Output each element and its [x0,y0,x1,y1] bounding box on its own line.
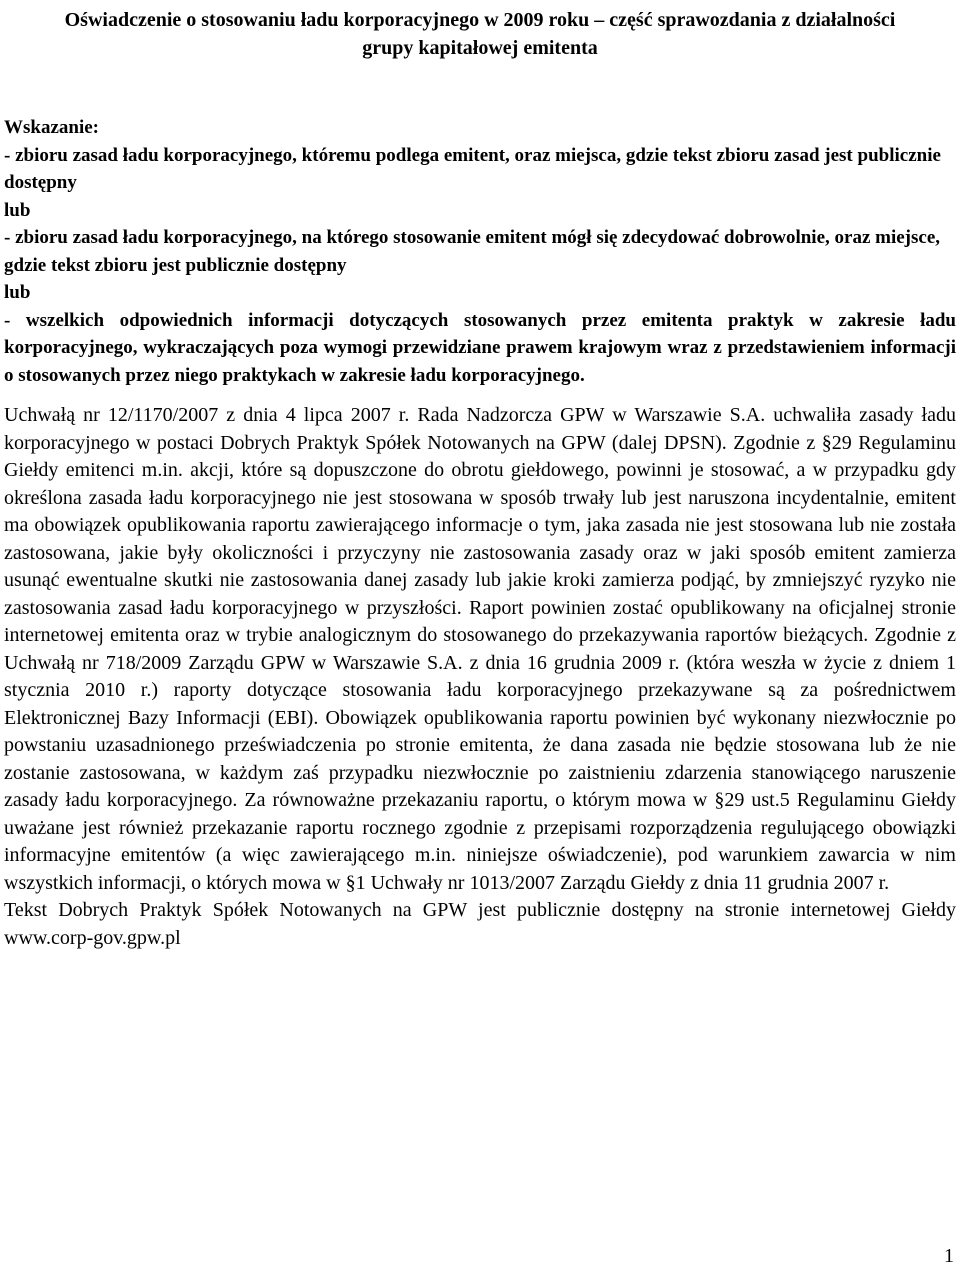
document-title: Oświadczenie o stosowaniu ładu korporacyjnego w 2009 roku – część sprawozdania z działalności grupy kapitałowej emitenta [64,9,896,59]
wskazanie-item-3: - wszelkich odpowiednich informacji dotyczących stosowanych przez emitenta praktyk w zakresie ładu korporacyjnego, wykraczających poza wymogi przewidziane prawem krajowym wraz z przedstawieniem informacji o stosowanych przez niego praktykach w zakresie ładu korporacyjnego. [4,309,956,386]
page-number: 1 [944,1245,954,1267]
paragraph-main: Uchwałą nr 12/1170/2007 z dnia 4 lipca 2007 r. Rada Nadzorcza GPW w Warszawie S.A. uchwaliła zasady ładu korporacyjnego w postaci Dobrych Praktyk Spółek Notowanych na GPW (dalej DPSN). Zgodnie z §29 Regulaminu Giełdy emitenci m.in. akcji, które są dopuszczone do obrotu giełdowego, powinni je stosować, a w przypadku gdy określona zasada ładu korporacyjnego nie jest stosowana w sposób trwały lub jest naruszona incydentalnie, emitent ma obowiązek opublikowania raportu zawierającego informacje o tym, jaka zasada nie jest stosowana lub nie została zastosowana, jakie były okoliczności i przyczyny nie zastosowania zasady oraz w jaki sposób emitent zamierza usunąć ewentualne skutki nie zastosowania danej zasady lub jakie kroki zamierza podjąć, by zmniejszyć ryzyko nie zastosowania zasad ładu korporacyjnego w przyszłości. Raport powinien zostać opublikowany na oficjalnej stronie internetowej emitenta oraz w trybie analogicznym do stosowanego do przekazywania raportów bieżących. Zgodnie z Uchwałą nr 718/2009 Zarządu GPW w Warszawie S.A. z dnia 16 grudnia 2009 r. (która weszła w życie z dniem 1 stycznia 2010 r.) raporty dotyczące stosowania ładu korporacyjnego przekazywane są za pośrednictwem Elektronicznej Bazy Informacji (EBI). Obowiązek opublikowania raportu powinien być wykonany niezwłocznie po powstaniu uzasadnionego przeświadczenia po stronie emitenta, że dana zasada nie będzie stosowana lub że nie zostanie zastosowana, w każdym zaś przypadku niezwłocznie po zaistnieniu zdarzenia stanowiącego naruszenie zasady ładu korporacyjnego. Za równoważne przekazaniu raportu, o którym mowa w §29 ust.5 Regulaminu Giełdy uważane jest również przekazanie raportu rocznego zgodnie z przepisami rozporządzenia regulującego obowiązki informacyjne emitentów (a więc zawierającego m.in. niniejsze oświadczenie), pod warunkiem zawarcia w nim wszystkich informacji, o których mowa w §1 Uchwały nr 1013/2007 Zarządu Giełdy z dnia 11 grudnia 2007 r. [4,404,956,894]
document-content [4,114,956,952]
wskazanie-item-1: - zbioru zasad ładu korporacyjnego, któremu podlega emitent, oraz miejsca, gdzie tekst zbioru zasad jest publicznie dostępny [4,144,941,193]
paragraph-gpw-link: Tekst Dobrych Praktyk Spółek Notowanych na GPW jest publicznie dostępny na stronie internetowej Giełdy www.corp-gov.gpw.pl [4,899,956,949]
wskazanie-heading: Wskazanie: [4,117,99,138]
wskazanie-or-1: lub [4,199,31,221]
wskazanie-or-2: lub [4,282,31,303]
wskazanie-section [4,114,956,389]
body-text [4,402,956,952]
wskazanie-item-2: - zbioru zasad ładu korporacyjnego, na którego stosowanie emitent mógł się zdecydować dobrowolnie, oraz miejsce, gdzie tekst zbioru jest publicznie dostępny [4,227,941,276]
